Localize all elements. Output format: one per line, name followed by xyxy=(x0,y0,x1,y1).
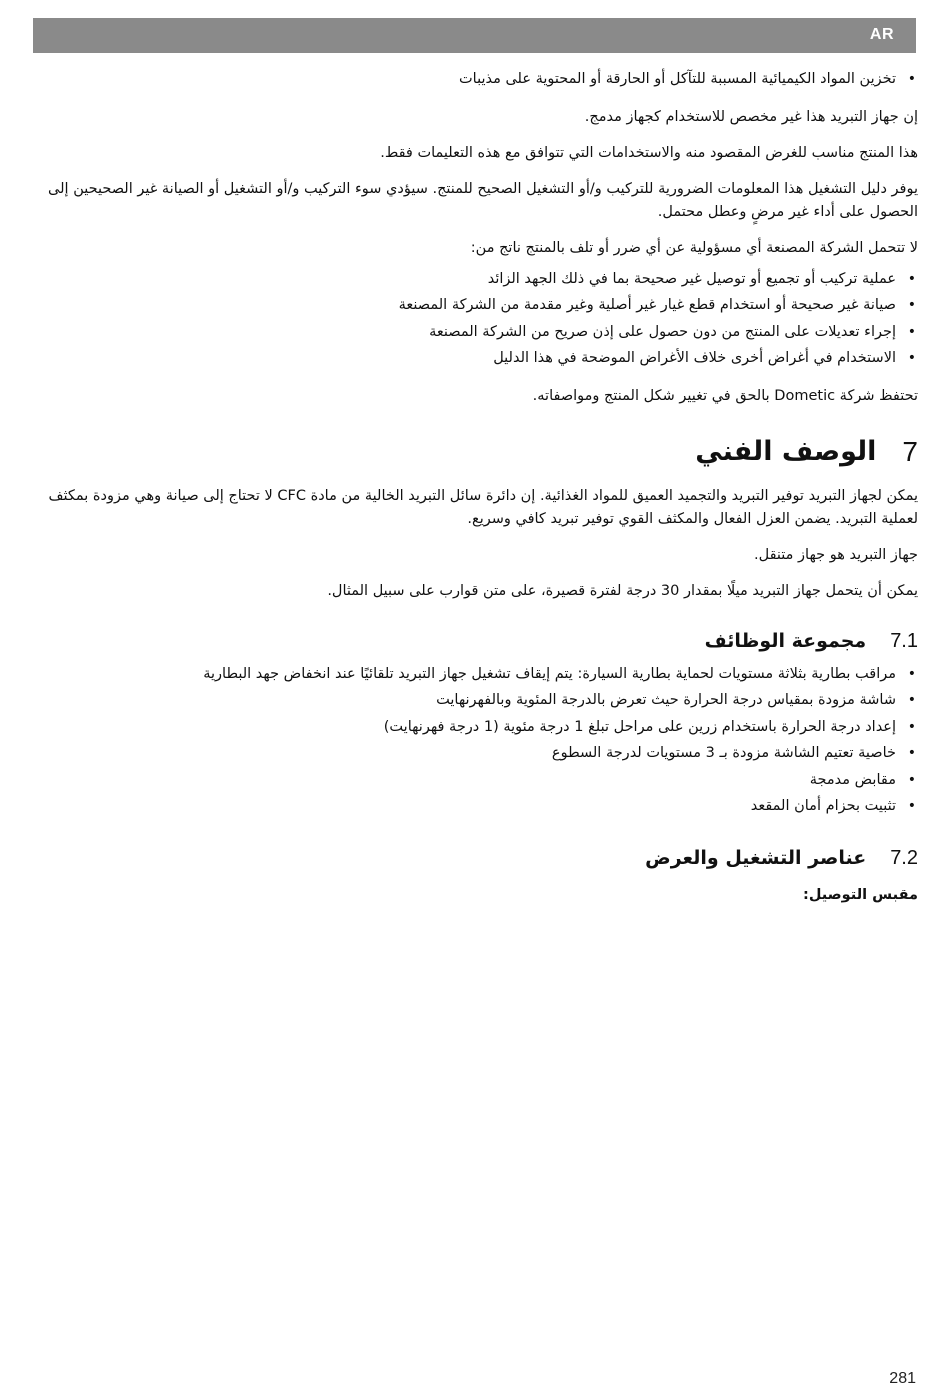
list-item: • صيانة غير صحيحة أو استخدام قطع غيار غير أصلية وغير مقدمة من الشركة المصنعة xyxy=(48,292,918,319)
description-paragraph: يمكن لجهاز التبريد توفير التبريد والتجميد العميق للمواد الغذائية. إن دائرة سائل التبريد الخالية من مادة CFC لا تحتاج إلى صيانة وهي مزودة بمكثف لعملية التبريد. يضمن العزل الفعال والمكثف القوي توفير تبريد كافي وسريع. xyxy=(48,487,918,527)
connection-socket-label: مقبس التوصيل: xyxy=(803,886,918,903)
section-number: 7 xyxy=(902,435,918,467)
page-content xyxy=(48,66,918,907)
list-item: • إعداد درجة الحرارة باستخدام زرين على مراحل تبلغ 1 درجة مئوية (1 درجة فهرنهايت) xyxy=(48,714,918,741)
section-7-1-heading xyxy=(48,627,918,655)
section-title: مجموعة الوظائف xyxy=(704,629,867,652)
tilt-paragraph: يمكن أن يتحمل جهاز التبريد ميلًا بمقدار 30 درجة لفترة قصيرة، على متن قوارب على سبيل المثال. xyxy=(327,582,918,599)
list-item: • إجراء تعديلات على المنتج من دون حصول على إذن صريح من الشركة المصنعة xyxy=(48,319,918,346)
section-number: 7.1 xyxy=(890,629,918,652)
list-item: • تثبيت بحزام أمان المقعد xyxy=(48,793,918,820)
list-item: • مراقب بطارية بثلاثة مستويات لحماية بطارية السيارة: يتم إيقاف تشغيل جهاز التبريد تلقائيًا عند انخفاض جهد البطارية xyxy=(48,661,918,688)
section-title: عناصر التشغيل والعرض xyxy=(645,846,867,869)
manual-info-paragraph: يوفر دليل التشغيل هذا المعلومات الضرورية للتركيب و/أو التشغيل الصحيح للمنتج. سيؤدي سوء التركيب و/أو التشغيل أو الصيانة غير الصحيحين إلى الحصول على أداء غير مرضٍ وعطل محتمل. xyxy=(48,180,918,220)
storage-warning-list xyxy=(48,66,918,93)
features-list xyxy=(48,661,918,820)
language-header-bar xyxy=(33,18,916,53)
intended-use-paragraph: هذا المنتج مناسب للغرض المقصود منه والاستخدامات التي تتوافق مع هذه التعليمات فقط. xyxy=(380,144,918,161)
portable-paragraph: جهاز التبريد هو جهاز متنقل. xyxy=(754,546,918,563)
section-7-2-heading xyxy=(48,844,918,872)
section-7-heading xyxy=(48,432,918,472)
section-number: 7.2 xyxy=(890,846,918,869)
list-item: • مقابض مدمجة xyxy=(48,767,918,794)
liability-list xyxy=(48,266,918,372)
list-item: • خاصية تعتيم الشاشة مزودة بـ 3 مستويات لدرجة السطوع xyxy=(48,740,918,767)
rights-paragraph: تحتفظ شركة Dometic بالحق في تغيير شكل المنتج ومواصفاته. xyxy=(532,387,918,404)
liability-intro-paragraph: لا تتحمل الشركة المصنعة أي مسؤولية عن أي ضرر أو تلف بالمنتج ناتج من: xyxy=(470,239,918,256)
section-title: الوصف الفني xyxy=(695,435,877,467)
list-item: • الاستخدام في أغراض أخرى خلاف الأغراض الموضحة في هذا الدليل xyxy=(48,345,918,372)
list-item: • شاشة مزودة بمقياس درجة الحرارة حيث تعرض بالدرجة المئوية وبالفهرنهايت xyxy=(48,687,918,714)
list-item: • تخزين المواد الكيميائية المسببة للتآكل أو الحارقة أو المحتوية على مذيبات xyxy=(48,66,918,93)
language-code: AR xyxy=(869,26,894,43)
page-number: 281 xyxy=(889,1370,916,1387)
not-built-in-paragraph: إن جهاز التبريد هذا غير مخصص للاستخدام كجهاز مدمج. xyxy=(584,108,918,125)
list-item: • عملية تركيب أو تجميع أو توصيل غير صحيحة بما في ذلك الجهد الزائد xyxy=(48,266,918,293)
